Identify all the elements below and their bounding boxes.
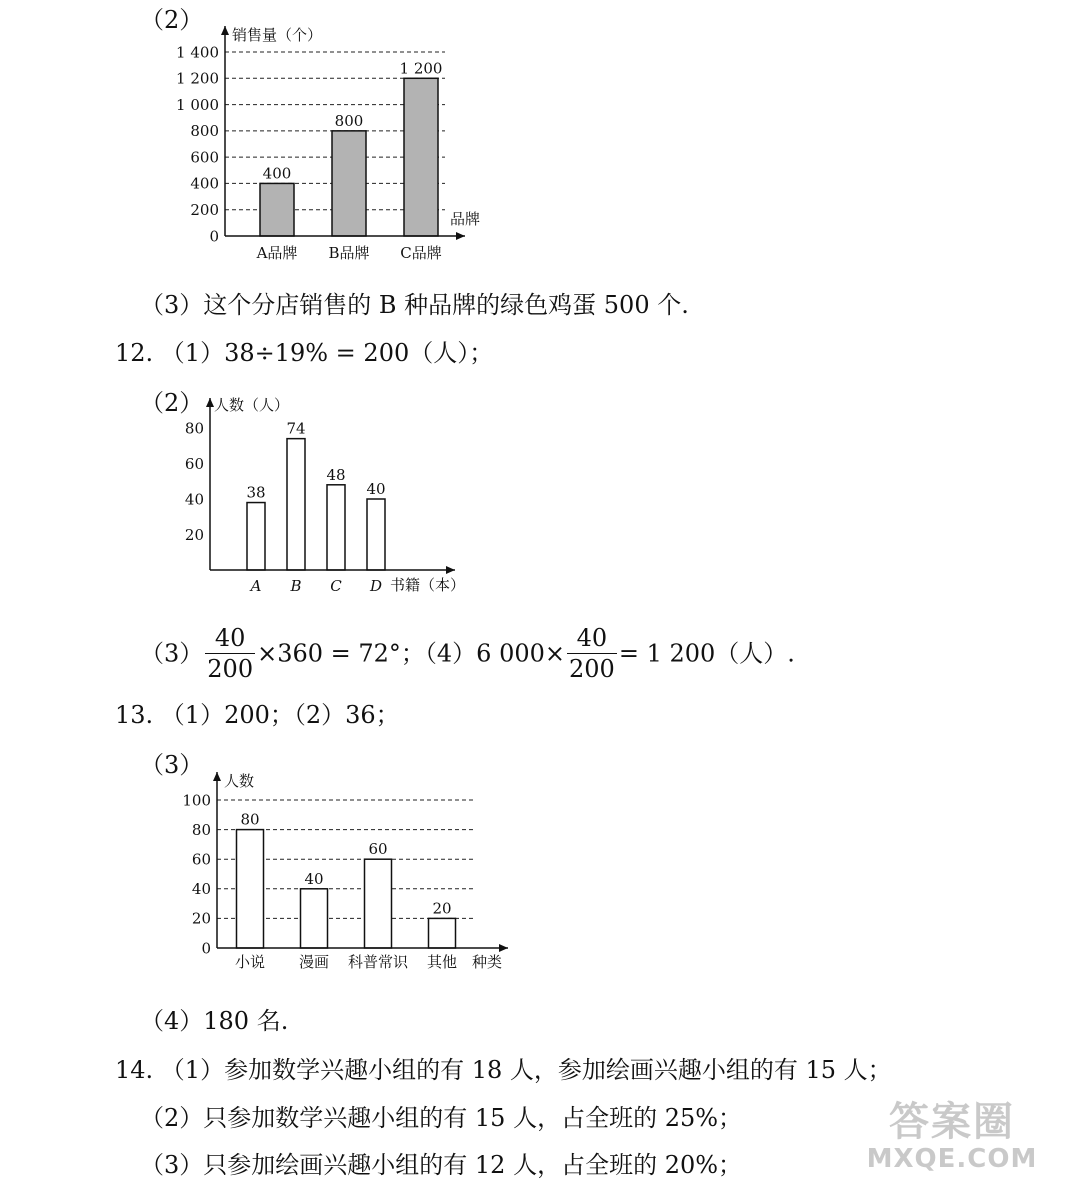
q12-part3-middle: ×360 = 72°；（4）6 000×: [257, 639, 566, 668]
data-label: 1 200: [399, 59, 443, 78]
y-axis-arrow: [206, 398, 214, 407]
category-label: D: [369, 577, 383, 595]
y-tick-label: 200: [190, 200, 219, 219]
data-label: 38: [246, 483, 266, 502]
part3-sales-answer: （3）这个分店销售的 B 种品牌的绿色鸡蛋 500 个.: [140, 291, 689, 319]
y-tick-label: 20: [191, 909, 211, 928]
y-tick-label: 100: [182, 791, 211, 810]
y-tick-label: 80: [191, 820, 211, 839]
bar: [260, 183, 294, 236]
q12-part3-fraction: [205, 623, 255, 684]
y-tick-label: 0: [201, 939, 211, 958]
data-label: 40: [304, 869, 324, 888]
y-tick-label: 80: [184, 419, 204, 438]
fraction-denominator: 200: [207, 655, 254, 683]
category-label: 小说: [234, 953, 266, 971]
category-label: 漫画: [298, 953, 330, 971]
y-tick-label: 1 400: [176, 43, 219, 62]
x-axis-title: 书籍（本）: [390, 576, 466, 594]
q13-part3-label: （3）: [140, 751, 204, 779]
y-axis-arrow: [221, 26, 229, 35]
y-tick-label: 60: [184, 454, 204, 473]
y-axis-title: 销售量（个）: [232, 26, 323, 44]
y-axis-title: 人数: [224, 772, 255, 790]
category-label: 其他: [426, 953, 458, 971]
bar: [287, 439, 305, 570]
q14-part2: （2）只参加数学兴趣小组的有 15 人，占全班的 25%；: [140, 1104, 743, 1132]
y-tick-label: 40: [184, 490, 204, 509]
q13-part1-2: 13. （1）200；（2）36；: [115, 701, 400, 729]
part2-label: （2）: [140, 6, 204, 34]
q12-part1: 12. （1）38÷19% = 200（人）；: [115, 339, 494, 367]
y-tick-label: 400: [190, 174, 219, 193]
bar: [247, 503, 265, 570]
reading-types-bar-chart: [182, 766, 520, 976]
fraction-numerator: 40: [567, 623, 617, 654]
category-label: A: [250, 577, 262, 595]
q14-part1: 14. （1）参加数学兴趣小组的有 18 人，参加绘画兴趣小组的有 15 人；: [115, 1056, 892, 1084]
fraction-denominator: 200: [569, 655, 615, 683]
q13-part4: （4）180 名.: [140, 1007, 289, 1035]
bar: [237, 830, 264, 948]
y-tick-label: 1 200: [176, 69, 219, 88]
category-label: C: [330, 577, 342, 595]
y-axis-arrow: [213, 772, 221, 781]
category-label: 科普常识: [347, 953, 409, 971]
bar: [404, 78, 438, 236]
q12-part4-fraction: [567, 623, 617, 684]
x-axis-title: 种类: [472, 953, 503, 971]
x-axis-arrow: [499, 944, 508, 952]
x-axis-title: 品牌: [450, 210, 481, 228]
q12-part3-prefix: （3）: [140, 639, 204, 668]
sales-bar-chart: [176, 18, 510, 268]
watermark-logo: [852, 1100, 1052, 1180]
x-axis-arrow: [456, 232, 465, 240]
data-label: 40: [366, 480, 386, 498]
watermark-domain: MXQE.COM: [866, 1144, 1038, 1174]
q12-part2-label: （2）: [140, 389, 204, 417]
data-label: 60: [368, 840, 388, 859]
data-label: 400: [262, 164, 292, 183]
q12-part3-4: [140, 620, 795, 686]
category-label: B: [290, 577, 302, 595]
bar: [365, 859, 392, 948]
y-tick-label: 60: [191, 850, 211, 869]
bar: [301, 889, 328, 948]
data-label: 800: [334, 111, 364, 130]
x-axis-arrow: [446, 566, 455, 574]
bar: [367, 499, 385, 570]
y-tick-label: 0: [209, 227, 219, 246]
books-bar-chart: [180, 392, 480, 602]
bar: [332, 131, 366, 236]
data-label: 80: [240, 810, 260, 829]
q12-part4-suffix: = 1 200（人）.: [618, 639, 795, 668]
data-label: 20: [432, 899, 452, 918]
category-label: A品牌: [256, 244, 298, 262]
bar: [429, 918, 456, 948]
y-tick-label: 800: [190, 122, 219, 141]
y-tick-label: 20: [184, 525, 204, 544]
bar: [327, 485, 345, 570]
watermark-logo-text: 答案圈: [889, 1099, 1015, 1145]
y-tick-label: 40: [191, 880, 211, 899]
y-tick-label: 1 000: [176, 95, 219, 114]
category-label: C品牌: [400, 244, 442, 262]
fraction-numerator: 40: [205, 623, 255, 654]
y-tick-label: 600: [190, 148, 219, 167]
data-label: 48: [326, 465, 346, 484]
category-label: B品牌: [328, 244, 370, 262]
q14-part3: （3）只参加绘画兴趣小组的有 12 人，占全班的 20%；: [140, 1151, 743, 1179]
data-label: 74: [286, 419, 306, 438]
y-axis-title: 人数（人）: [214, 396, 290, 414]
